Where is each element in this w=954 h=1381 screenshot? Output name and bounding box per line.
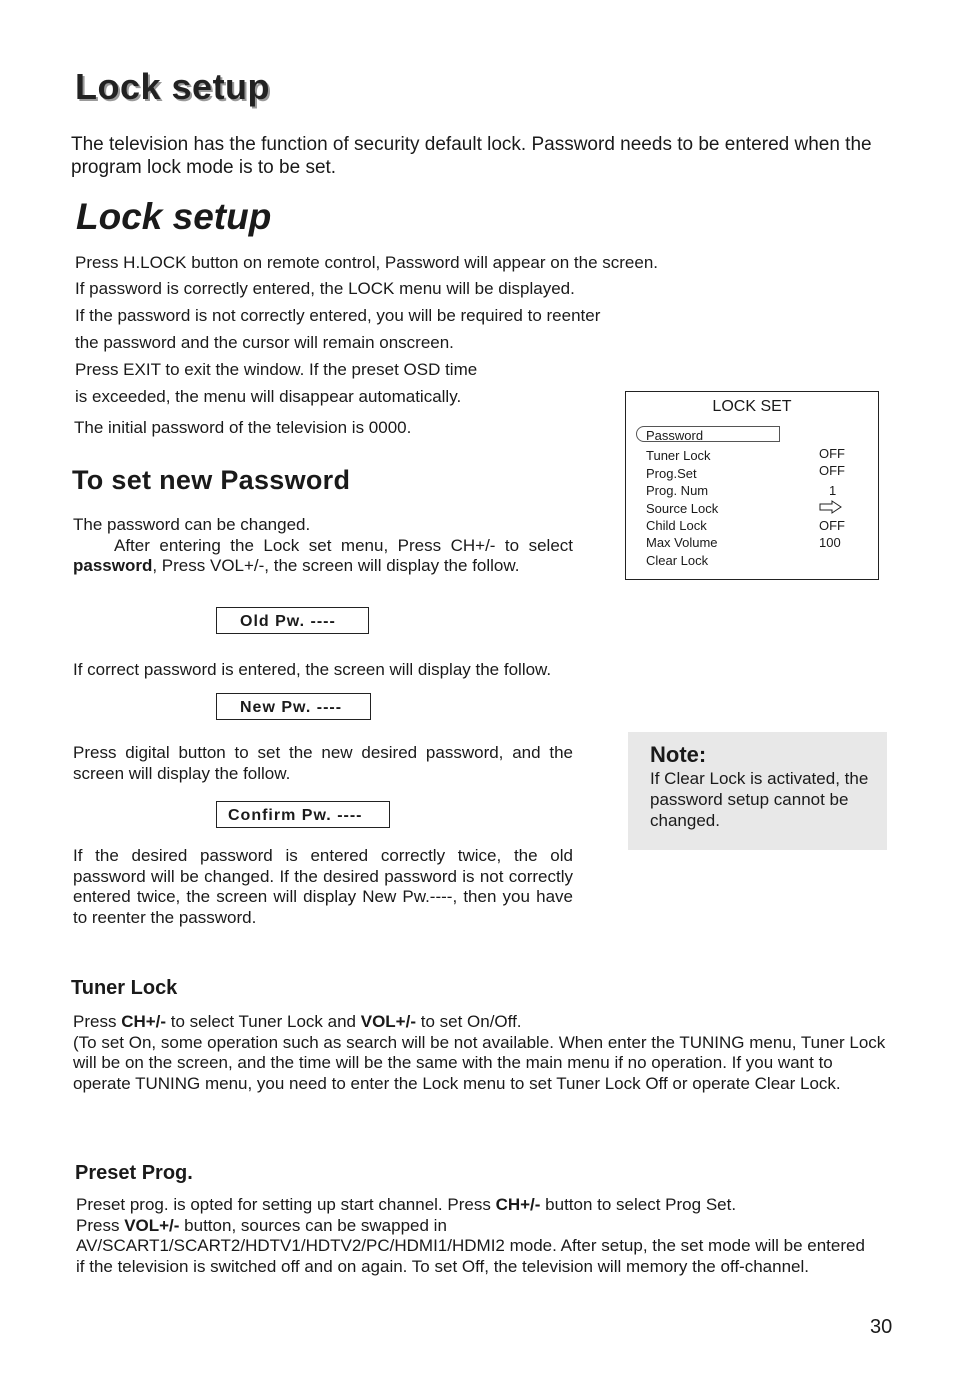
note-box [628,732,887,850]
note-body: If Clear Lock is activated, the password setup cannot be changed. [650,769,869,830]
tuner-lock-heading: Tuner Lock [71,977,178,999]
lock-paragraph-line: is exceeded, the menu will disappear automatically. [75,387,462,406]
osd-item-tuner-lock: Tuner Lock [646,448,711,463]
tuner-lock-s2: to select Tuner Lock and [166,1012,361,1031]
osd-title: LOCK SET [712,398,792,415]
new-password-p3: Press digital button to set the new desired password, and the screen will display the follow. [73,743,573,783]
osd-value-max-volume: 100 [819,535,841,550]
osd-item-prog-set: Prog.Set [646,466,697,481]
osd-item-prog-num: Prog. Num [646,483,709,498]
preset-s3: Press [76,1215,125,1235]
lock-set-osd-menu [625,391,879,580]
p1-text-a: After entering the Lock set menu, Press CH+/- to select [114,535,573,555]
preset-s5: AV/SCART1/SCART2/HDTV1/HDTV2/PC/HDMI1/HDMI2 mode. After setup, the set mode will be entered if the television is switched off and on again. To set Off, the television will memory the off-channel. [76,1236,865,1277]
note-title: Note: [650,742,707,767]
preset-b2: VOL+/- [124,1215,180,1235]
lock-paragraph-line: If password is correctly entered, the LOCK menu will be displayed. [75,279,575,298]
preset-s4: button, sources can be swapped in [179,1215,447,1235]
old-password-box: Old Pw. ---- [216,607,369,634]
preset-prog-heading: Preset Prog. [75,1162,193,1184]
confirm-password-box: Confirm Pw. ---- [216,801,390,828]
new-password-p2: If correct password is entered, the screen will display the follow. [73,660,552,679]
preset-prog-text [76,1195,876,1278]
osd-item-password: Password [646,428,704,443]
lock-paragraph-line: If the password is not correctly entered, you will be required to reenter [75,306,601,325]
osd-value-tuner-lock: OFF [819,446,845,461]
osd-item-clear-lock: Clear Lock [646,553,709,568]
tuner-lock-s1: Press [73,1012,122,1031]
preset-s2: button to select Prog Set. [540,1195,737,1214]
tuner-lock-s3: to set On/Off. [416,1012,522,1031]
arrow-right-outline-icon [819,500,843,517]
osd-value-prog-num: 1 [829,483,837,498]
tuner-lock-b2: VOL+/- [360,1012,416,1031]
p1-line1: The password can be changed. [73,515,311,534]
new-password-box: New Pw. ---- [216,693,371,720]
new-password-p4: If the desired password is entered correctly twice, the old password will be changed. If the desired password is not correctly entered twice, the screen will display New Pw.----, then you have to reenter the password. [73,846,573,927]
p1-bold-password: password [73,556,153,575]
osd-value-child-lock: OFF [819,518,845,533]
tuner-lock-rest: (To set On, some operation such as search will be not available. When enter the TUNING menu, Tuner Lock will be on the screen, and the time will be the same with the main menu if no operation. If you want to operate TUNING menu, you need to enter the Lock menu to set Tuner Lock Off or operate Clear Lock. [73,1032,886,1094]
preset-s1: Preset prog. is opted for setting up start channel. Press [76,1195,496,1214]
page-number: 30 [870,1316,893,1338]
lock-paragraph-line: Press H.LOCK button on remote control, Password will appear on the screen. [75,253,659,272]
lock-paragraph-line: Press EXIT to exit the window. If the preset OSD time [75,360,478,379]
preset-b1: CH+/- [495,1195,541,1214]
section-title: Lock setup [76,196,272,237]
osd-item-child-lock: Child Lock [646,518,707,533]
osd-value-prog-set: OFF [819,463,845,478]
lock-paragraph-line: the password and the cursor will remain onscreen. [75,333,454,352]
initial-password-text: The initial password of the television is 0000. [74,418,412,437]
page-title: Lock setup [75,66,271,107]
p1-text-b: , Press VOL+/-, the screen will display the follow. [152,556,520,575]
osd-item-source-lock: Source Lock [646,501,719,516]
new-password-p1 [73,515,573,577]
intro-text: The television has the function of security default lock. Password needs to be entered when the program lock mode is to be set. [71,134,872,178]
new-password-heading: To set new Password [72,465,351,495]
tuner-lock-b1: CH+/- [121,1012,167,1031]
osd-item-max-volume: Max Volume [646,535,718,550]
tuner-lock-text [73,1012,888,1095]
